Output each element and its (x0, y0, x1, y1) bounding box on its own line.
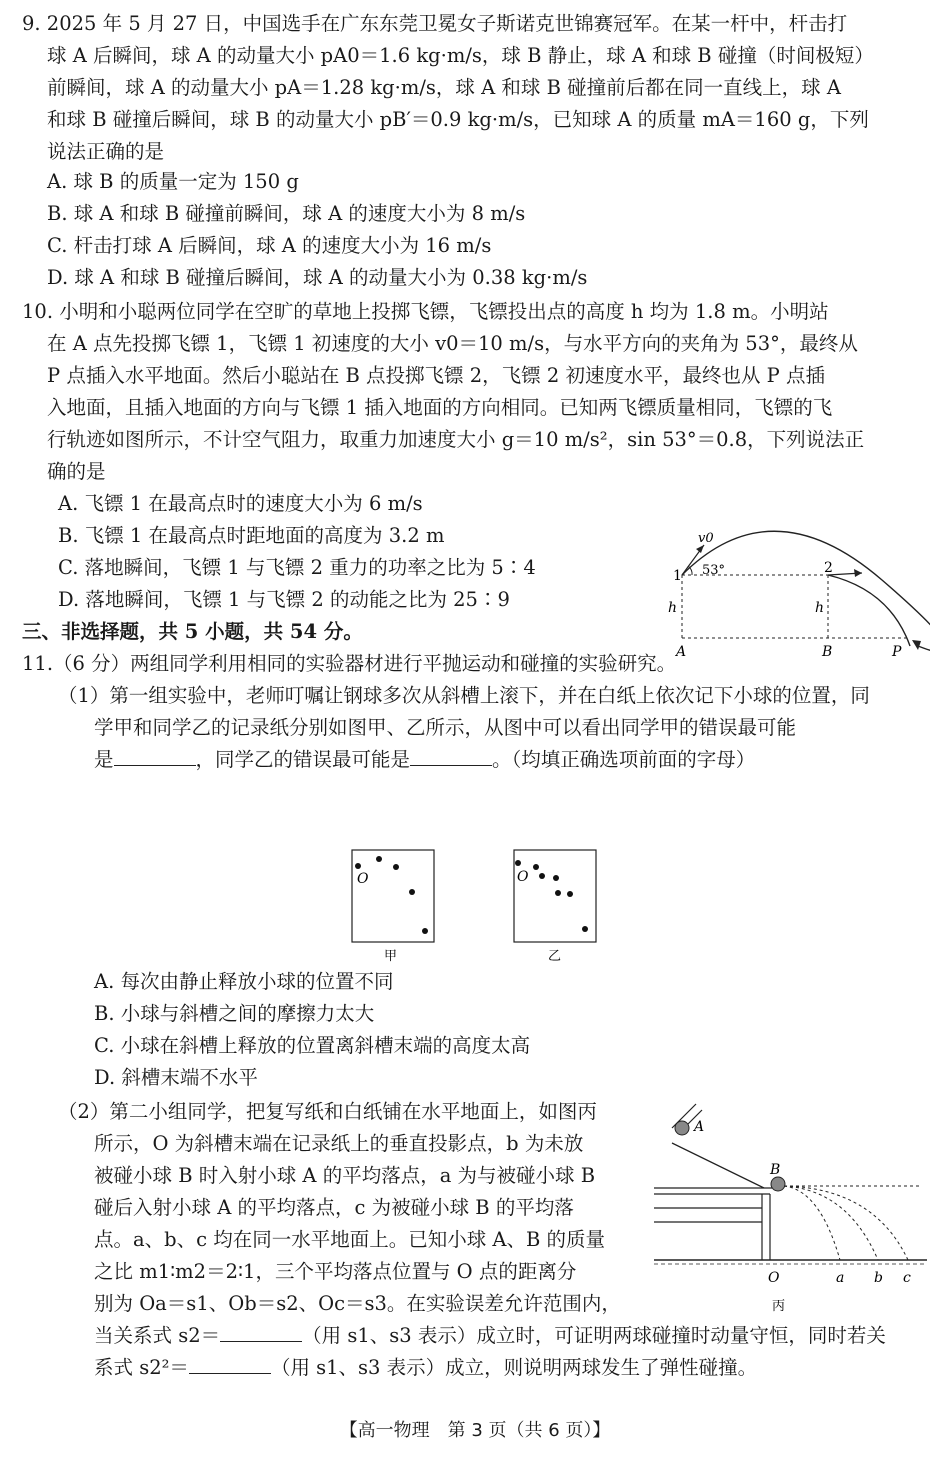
jia-dot (355, 863, 361, 869)
figure-jia-frame (352, 850, 434, 942)
yi-dot (555, 890, 561, 896)
dart-2-trajectory (828, 575, 910, 646)
page-footer: 【高一物理 第 3 页（共 6 页）】 (339, 1420, 611, 1441)
q11-part1-text-b: ，同学乙的错误最可能是 (195, 748, 411, 771)
q11-part2-line-3: 被碰小球 B 时入射小球 A 的平均落点，a 为与被碰小球 B (94, 1164, 596, 1187)
point-b-label: B (822, 644, 833, 660)
answer-blank-momentum[interactable] (220, 1323, 302, 1342)
q11-part1-text-c: 。（均填正确选项前面的字母） (492, 748, 756, 771)
q10-line-3: P 点插入水平地面。然后小聪站在 B 点投掷飞镖 2，飞镖 2 初速度水平，最终也从 P 点插 (47, 364, 825, 387)
ball-a-label: A (694, 1119, 705, 1135)
ball-a (675, 1121, 689, 1135)
q11-option-b: B. 小球与斜槽之间的摩擦力太大 (94, 1002, 375, 1025)
q11-part2-line-8-a: 当关系式 s2＝ (94, 1324, 221, 1347)
q11-part2-line-9 (94, 1352, 757, 1384)
dart-1-label: 1 (673, 568, 682, 584)
answer-blank-jia[interactable] (114, 747, 196, 766)
q11-option-d: D. 斜槽末端不水平 (94, 1066, 258, 1089)
q9-option-b: B. 球 A 和球 B 碰撞前瞬间，球 A 的速度大小为 8 m/s (47, 202, 526, 225)
q10-option-a: A. 飞镖 1 在最高点时的速度大小为 6 m/s (58, 492, 423, 515)
landing-arrowhead (912, 640, 921, 650)
jia-caption: 甲 (384, 949, 398, 964)
jia-dot (409, 889, 415, 895)
q9-line-3: 前瞬间，球 A 的动量大小 pA＝1.28 kg·m/s，球 A 和球 B 碰撞前后都在同一直线上，球 A (47, 76, 841, 99)
q10-option-b: B. 飞镖 1 在最高点时距地面的高度为 3.2 m (58, 524, 445, 547)
v0-label: v0 (698, 531, 714, 546)
q10-line-5: 行轨迹如图所示，不计空气阻力，取重力加速度大小 g＝10 m/s²，sin 53°＝0.8，下列说法正 (47, 428, 865, 451)
yi-dot (582, 926, 588, 932)
dart-1-trajectory (682, 531, 930, 653)
q11-option-c: C. 小球在斜槽上释放的位置离斜槽末端的高度太高 (94, 1034, 531, 1057)
q9-option-d: D. 球 A 和球 B 碰撞后瞬间，球 A 的动量大小为 0.38 kg·m/s (47, 266, 588, 289)
q9-line-2: 球 A 后瞬间，球 A 的动量大小 pA0＝1.6 kg·m/s，球 B 静止，球 A 和球 B 碰撞（时间极短） (47, 44, 874, 67)
q11-part2-line-1: （2）第二小组同学，把复写纸和白纸铺在水平地面上，如图丙 (58, 1100, 597, 1123)
point-a-label: A (676, 644, 687, 660)
figure-jia (350, 848, 440, 966)
q11-part2-line-2: 所示，O 为斜槽末端在记录纸上的垂直投影点，b 为未放 (94, 1132, 584, 1155)
q10-line-2: 在 A 点先投掷飞镖 1，飞镖 1 初速度的大小 v0＝10 m/s，与水平方向的夹角为 53°，最终从 (47, 332, 858, 355)
q11-part1-text-a: 是 (94, 748, 114, 771)
section-3-heading: 三、非选择题，共 5 小题，共 54 分。 (22, 620, 363, 643)
trajectory-a (784, 1186, 840, 1260)
height-label-right: h (815, 600, 825, 616)
point-c-label: c (903, 1270, 911, 1286)
answer-blank-yi[interactable] (410, 747, 492, 766)
ball-b-label: B (770, 1162, 781, 1178)
jia-origin-label: O (357, 871, 369, 887)
ball-b (771, 1177, 785, 1191)
q9-line-1: 9. 2025 年 5 月 27 日，中国选手在广东东莞卫冕女子斯诺克世锦赛冠军。在某一杆中，杆击打 (22, 12, 848, 35)
yi-dot (533, 864, 539, 870)
yi-caption: 乙 (548, 949, 562, 964)
angle-label: 53° (702, 563, 726, 578)
dart-trajectory-figure (660, 520, 930, 670)
dart-2-arrowhead (854, 569, 862, 577)
q10-line-4: 入地面，且插入地面的方向与飞镖 1 插入地面的方向相同。已知两飞镖质量相同，飞镖的飞 (47, 396, 833, 419)
q11-option-a: A. 每次由静止释放小球的位置不同 (94, 970, 394, 993)
yi-dot (539, 873, 545, 879)
jia-dot (393, 864, 399, 870)
q11-part2-line-4: 碰后入射小球 A 的平均落点，c 为被碰小球 B 的平均落 (94, 1196, 574, 1219)
q10-option-c: C. 落地瞬间，飞镖 1 与飞镖 2 重力的功率之比为 5∶4 (58, 556, 536, 579)
trajectory-c (784, 1186, 908, 1260)
figure-yi (512, 848, 602, 966)
dart-2-label: 2 (824, 560, 833, 576)
q9-option-a: A. 球 B 的质量一定为 150 g (47, 170, 299, 193)
yi-dot (553, 875, 559, 881)
yi-origin-label: O (517, 869, 529, 885)
origin-o-label: O (768, 1270, 780, 1286)
q11-part2-line-5: 点。a、b、c 均在同一水平地面上。已知小球 A、B 的质量 (94, 1228, 606, 1251)
ramp-line (672, 1143, 764, 1188)
q10-option-d: D. 落地瞬间，飞镖 1 与飞镖 2 的动能之比为 25∶9 (58, 588, 510, 611)
yi-dot (567, 891, 573, 897)
q11-part2-line-8-b: （用 s1、s3 表示）成立时，可证明两球碰撞时动量守恒，同时若关 (302, 1324, 886, 1347)
q10-line-1: 10. 小明和小聪两位同学在空旷的草地上投掷飞镖，飞镖投出点的高度 h 均为 1.8 m。小明站 (22, 300, 829, 323)
height-label-left: h (668, 600, 678, 616)
q11-part2-line-6: 之比 m1∶m2＝2∶1，三个平均落点位置与 O 点的距离分 (94, 1260, 577, 1283)
q9-line-4: 和球 B 碰撞后瞬间，球 B 的动量大小 pB′＝0.9 kg·m/s，已知球 A 的质量 mA＝160 g，下列 (47, 108, 869, 131)
point-b-label: b (874, 1270, 883, 1286)
jia-dot (422, 928, 428, 934)
figure-bing (652, 1098, 932, 1328)
angle-arc (688, 566, 692, 575)
q11-stem: 11.（6 分）两组同学利用相同的实验器材进行平抛运动和碰撞的实验研究。 (22, 652, 677, 675)
q11-part2-line-7: 别为 Oa＝s1、Ob＝s2、Oc＝s3。在实验误差允许范围内， (94, 1292, 621, 1315)
v0-arrowhead (696, 545, 704, 553)
q11-part2-line-9-a: 系式 s2²＝ (94, 1356, 189, 1379)
q10-line-6: 确的是 (47, 460, 106, 483)
q11-part1-line-1: （1）第一组实验中，老师叮嘱让钢球多次从斜槽上滚下，并在白纸上依次记下小球的位置，同 (58, 684, 870, 707)
trajectory-b (784, 1186, 878, 1260)
point-p-label: P (892, 644, 902, 660)
bing-caption: 丙 (772, 1299, 786, 1314)
q9-option-c: C. 杆击打球 A 后瞬间，球 A 的速度大小为 16 m/s (47, 234, 492, 257)
q11-part2-line-9-b: （用 s1、s3 表示）成立，则说明两球发生了弹性碰撞。 (270, 1356, 758, 1379)
answer-blank-elastic[interactable] (189, 1355, 271, 1374)
q11-part1-line-3 (94, 744, 755, 776)
yi-dot (515, 860, 521, 866)
q9-line-5: 说法正确的是 (47, 140, 165, 163)
point-a-label: a (836, 1270, 845, 1286)
q11-part1-line-2: 学甲和同学乙的记录纸分别如图甲、乙所示，从图中可以看出同学甲的错误最可能 (94, 716, 797, 739)
jia-dot (376, 856, 382, 862)
